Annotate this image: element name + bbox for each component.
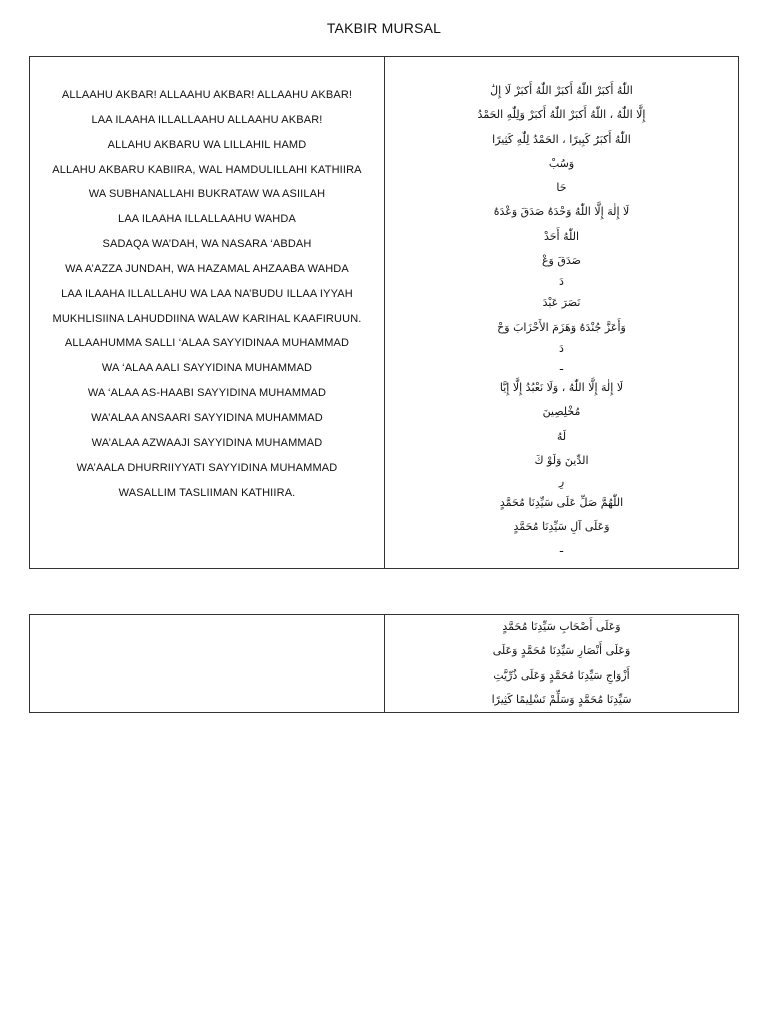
empty-column [30,615,385,712]
transliteration-line: WASALLIM TASLIIMAN KATHIIRA. [118,486,296,499]
transliteration-line: LAA ILAAHA ILLALLAAHU WAHDA [118,213,296,226]
arabic-column [385,57,738,568]
arabic-line: وَعَلَى آلِ سَيِّدِنَا مُحَمَّدٍ [513,520,610,534]
arabic-line: أَزْوَاجِ سَيِّدِنَا مُحَمَّدٍ وَعَلَى ذُرِّيَّتِ [493,668,630,682]
transliteration-line: WA ‘ALAA AALI SAYYIDINA MUHAMMAD [101,362,313,375]
transliteration-line: MUKHLISIINA LAHUDDIINA WALAW KARIHAL KAAFIRUUN. [52,312,362,325]
transliteration-line: LAA ILAAHA ILLALLAAHU ALLAAHU AKBAR! [91,113,323,126]
page-title: TAKBIR MURSAL [326,20,442,36]
transliteration-line: WA’ALAA ANSAARI SAYYIDINA MUHAMMAD [91,411,323,424]
transliteration-line: ALLAHU AKBARU KABIIRA, WAL HAMDULILLAHI KATHIIRA [52,163,362,176]
arabic-line: لَهُ [556,429,567,443]
arabic-line: دَ [559,341,564,355]
transliteration-line: WA’ALAA AZWAAJI SAYYIDINA MUHAMMAD [91,436,323,449]
arabic-line: وَسُبْ [548,156,575,170]
arabic-line: سَيِّدِنَا مُحَمَّدٍ وَسَلِّمْ تَسْلِيمًا كَثِيرًا [491,692,632,706]
arabic-line: إِلَّا اللّٰهُ ، اللّٰهُ أَكبَرْ اللّٰهُ أَكبَرْ وَلِلّٰهِ الحَمْدُ [477,108,646,122]
prayer-table-1 [29,56,739,569]
arabic-line: لَا إِلٰهَ إِلَّا اللّٰهُ وَحْدَهُ صَدَقَ وَعْدَهُ [493,205,630,219]
transliteration-line: WA A’AZZA JUNDAH, WA HAZAMAL AHZAABA WAHDA [65,262,349,275]
arabic-line: مُخْلِصِينَ [542,405,581,419]
arabic-line: اللّٰهُ أَحَدْ [543,229,580,243]
arabic-line: ـ [559,541,564,555]
arabic-line: اللّٰهُ أَكبَرُ كَبِيرًا ، الحَمْدُ لِلّٰهِ كَثِيرًا [492,132,631,146]
arabic-line: دَ [559,275,564,289]
arabic-line: حَا [556,181,567,195]
arabic-line: اللّٰهُ أَكبَرْ اللّٰهُ أَكبَرْ اللّٰهُ أَكبَرْ لَا إِلَٰ [490,84,633,97]
prayer-table-2 [29,614,739,713]
transliteration-line: ALLAAHUMMA SALLI ‘ALAA SAYYIDINAA MUHAMMAD [64,337,350,350]
transliteration-line: ALLAHU AKBARU WA LILLAHIL HAMD [107,138,307,151]
arabic-line: نَصَرَ عَبْدَ [542,296,581,310]
arabic-line: ـ [559,359,564,373]
arabic-line: لَا إِلٰهَ إِلَّا اللّٰهُ ، وَلَا نَعْبُدُ إِلَّا إِيَّا [499,380,624,394]
arabic-line: رِ [558,475,565,489]
transliteration-line: LAA ILAAHA ILLALLAHU WA LAA NA’BUDU ILLAA IYYAH [61,287,353,300]
transliteration-text [30,57,384,505]
arabic-line: اللّٰهُمَّ صَلِّ عَلَى سَيِّدِنَا مُحَمَّدٍ [499,496,624,510]
arabic-line: وَأَعَزَّ جُنْدَهُ وَهَزَمَ الأَحْزَابَ وَحْ [497,320,626,334]
arabic-line: وَعَلَى أَنْصَارِ سَيِّدِنَا مُحَمَّدٍ وَعَلَى [492,644,631,658]
arabic-line: وَعَلَى أَصْحَابِ سَيِّدِنَا مُحَمَّدٍ [502,620,621,633]
arabic-text [385,615,738,712]
transliteration-line: ALLAAHU AKBAR! ALLAAHU AKBAR! ALLAAHU AKBAR! [61,89,353,101]
transliteration-line: WA SUBHANALLAHI BUKRATAW WA ASIILAH [88,188,326,201]
transliteration-line: SADAQA WA’DAH, WA NASARA ‘ABDAH [102,238,312,251]
arabic-column [385,615,738,712]
arabic-line: صَدَقَ وَعْ [541,254,582,268]
arabic-line: الدِّينَ وَلَوْ كَ [534,453,589,467]
arabic-text [385,57,738,558]
transliteration-line: WA ‘ALAA AS-HAABI SAYYIDINA MUHAMMAD [87,387,327,400]
transliteration-line: WA’AALA DHURRIIYYATI SAYYIDINA MUHAMMAD [76,461,338,474]
transliteration-column [30,57,385,568]
